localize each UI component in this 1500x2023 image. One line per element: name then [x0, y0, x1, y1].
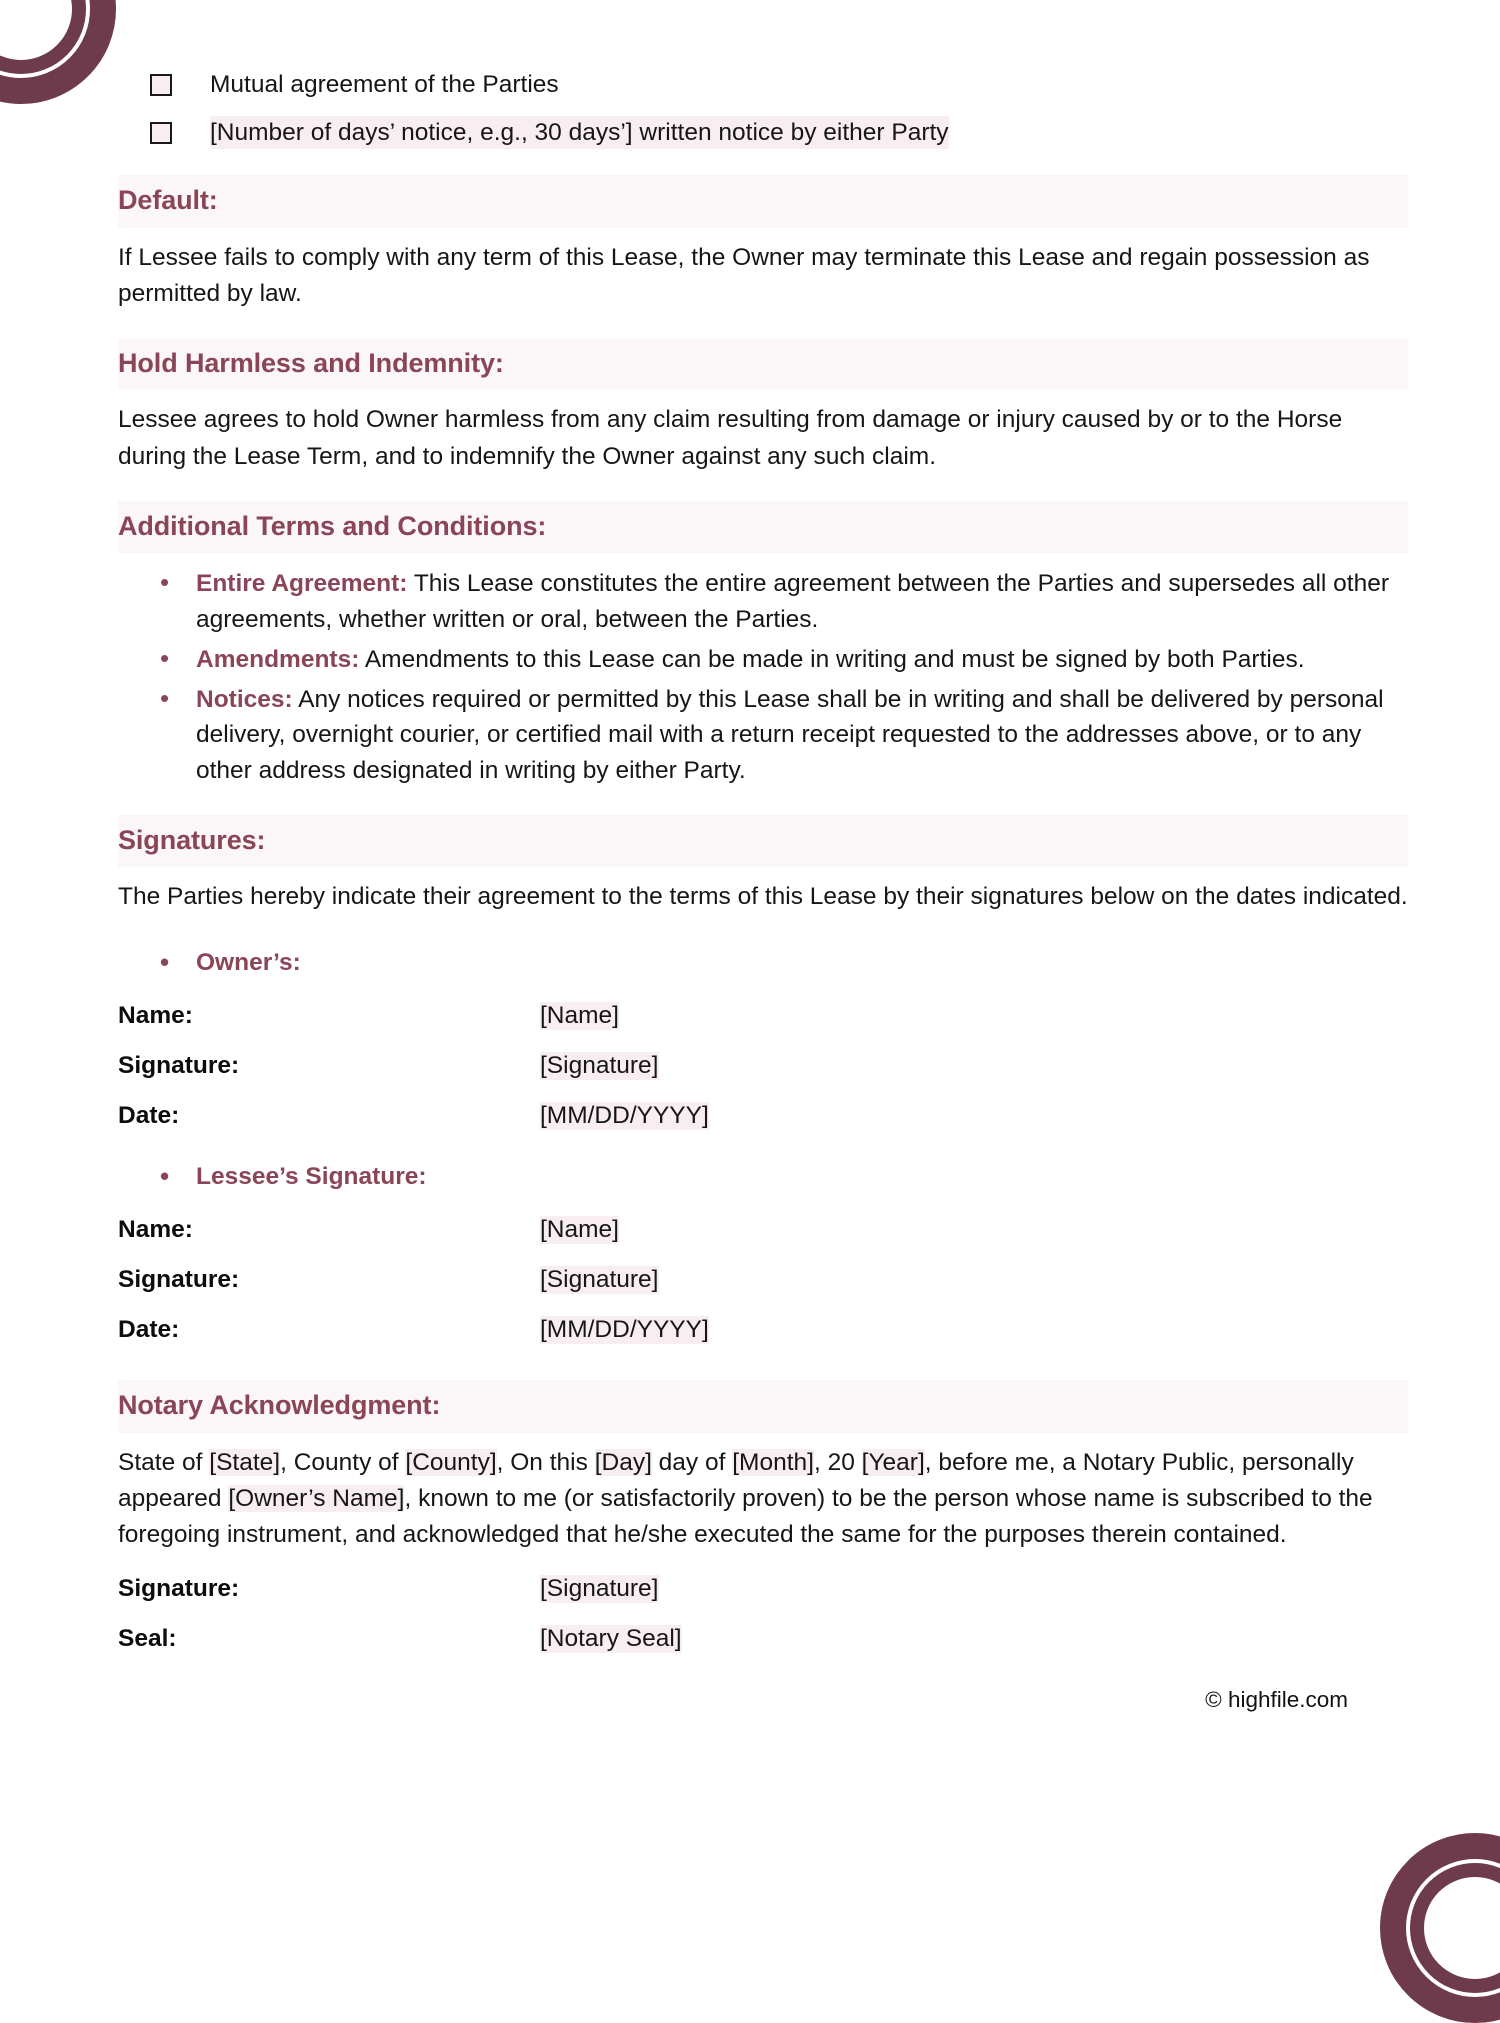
- section-header-additional-terms: [118, 501, 1408, 553]
- list-item: [118, 682, 1408, 789]
- field-label: Signature:: [118, 1266, 240, 1294]
- section-heading-text: Default:: [118, 185, 218, 216]
- checkbox-icon[interactable]: [150, 122, 172, 144]
- notary-text: State of: [118, 1448, 210, 1476]
- list-item-label: Notices:: [196, 685, 293, 713]
- notary-text: , known to me (or satisfactorily proven) to be the person whose name is subscribed to the foregoing instrument, and acknowledged that he/she executed the same for the purposes therein contained.: [118, 1484, 1373, 1549]
- section-heading-text: Signatures:: [118, 824, 266, 855]
- section-heading-text: Hold Harmless and Indemnity:: [118, 348, 504, 379]
- list-item: [118, 566, 1408, 638]
- section-header-default: [118, 175, 1408, 227]
- list-item-text: Any notices required or permitted by this Lease shall be in writing and shall be delivered by personal delivery, overnight courier, or certified mail with a return receipt requested to the addresses above, or to any other address designated in writing by either Party.: [196, 685, 1384, 785]
- field-row: [118, 1316, 1408, 1344]
- field-row: [118, 1216, 1408, 1244]
- section-paragraph-default: If Lessee fails to comply with any term of this Lease, the Owner may terminate this Lease and regain possession as permitted by law.: [118, 243, 1370, 307]
- footer-copyright: © highfile.com: [1205, 1687, 1348, 1713]
- owner-signature-fields: [118, 1002, 1408, 1130]
- field-row: [118, 1002, 1408, 1030]
- field-value[interactable]: [MM/DD/YYYY]: [540, 1101, 709, 1129]
- termination-checkbox-list: [118, 68, 1408, 149]
- field-row: [118, 1266, 1408, 1294]
- field-row: [118, 1052, 1408, 1080]
- field-label: Signature:: [118, 1575, 240, 1603]
- notary-placeholder[interactable]: [County]: [405, 1448, 497, 1476]
- notary-placeholder[interactable]: [Month]: [732, 1448, 814, 1476]
- notary-placeholder[interactable]: [State]: [209, 1448, 281, 1476]
- signatures-intro-paragraph: The Parties hereby indicate their agreement to the terms of this Lease by their signatures below on the dates indicated.: [118, 883, 1408, 911]
- notary-text: , 20: [813, 1448, 862, 1476]
- owner-signature-title-list: [118, 946, 1408, 980]
- checkbox-list-item[interactable]: [150, 116, 1408, 149]
- lessee-signature-title-list: [118, 1160, 1408, 1194]
- list-item-label: Entire Agreement:: [196, 570, 408, 598]
- lessee-signature-fields: [118, 1216, 1408, 1344]
- section-header-notary: [118, 1380, 1408, 1432]
- section-header-hold-harmless: [118, 338, 1408, 390]
- section-header-signatures: [118, 815, 1408, 867]
- notary-text: day of: [651, 1448, 733, 1476]
- field-row: [118, 1625, 1408, 1653]
- field-label: Name:: [118, 1216, 193, 1244]
- field-label: Date:: [118, 1101, 180, 1129]
- checkbox-item-label: Mutual agreement of the Parties: [210, 71, 559, 98]
- field-value[interactable]: [Signature]: [540, 1266, 659, 1294]
- field-label: Seal:: [118, 1625, 177, 1653]
- field-row: [118, 1575, 1408, 1603]
- notary-placeholder[interactable]: [Owner’s Name]: [228, 1484, 405, 1512]
- field-value[interactable]: [Notary Seal]: [540, 1625, 682, 1653]
- checkbox-list-item[interactable]: [150, 68, 1408, 101]
- notary-paragraph: [118, 1445, 1408, 1554]
- notary-text: , County of: [280, 1448, 406, 1476]
- notary-text: , before me, a Notary Public, personally appeared: [118, 1448, 1354, 1512]
- field-label: Name:: [118, 1001, 193, 1029]
- list-item: [118, 642, 1408, 678]
- section-heading-text: Additional Terms and Conditions:: [118, 510, 547, 541]
- checkbox-item-label: [Number of days’ notice, e.g., 30 days’] written notice by either Party: [210, 116, 949, 149]
- field-label: Date:: [118, 1316, 180, 1344]
- notary-text: , On this: [496, 1448, 595, 1476]
- list-item-label: Amendments:: [196, 645, 360, 673]
- additional-terms-list: [118, 566, 1408, 789]
- section-paragraph-hold-harmless: Lessee agrees to hold Owner harmless from any claim resulting from damage or injury caused by or to the Horse during the Lease Term, and to indemnify the Owner against any such claim.: [118, 406, 1343, 470]
- field-value[interactable]: [Signature]: [540, 1575, 659, 1603]
- checkbox-icon[interactable]: [150, 74, 172, 96]
- notary-placeholder[interactable]: [Day]: [594, 1448, 652, 1476]
- field-value[interactable]: [MM/DD/YYYY]: [540, 1316, 709, 1344]
- field-value[interactable]: [Name]: [540, 1001, 619, 1029]
- list-item-text: This Lease constitutes the entire agreement between the Parties and supersedes all other agreements, whether written or oral, between the Parties.: [196, 570, 1389, 634]
- notary-placeholder[interactable]: [Year]: [861, 1448, 925, 1476]
- notary-fields: [118, 1575, 1408, 1653]
- document-content: [118, 68, 1408, 1713]
- field-row: [118, 1102, 1408, 1130]
- field-label: Signature:: [118, 1051, 240, 1079]
- field-value[interactable]: [Name]: [540, 1216, 619, 1244]
- field-value[interactable]: [Signature]: [540, 1051, 659, 1079]
- lessee-signature-title: • Lessee’s Signature:: [118, 1160, 1408, 1194]
- section-heading-text: Notary Acknowledgment:: [118, 1390, 441, 1421]
- owner-signature-title: • Owner’s:: [118, 946, 1408, 980]
- list-item-text: Amendments to this Lease can be made in writing and must be signed by both Parties.: [359, 645, 1305, 673]
